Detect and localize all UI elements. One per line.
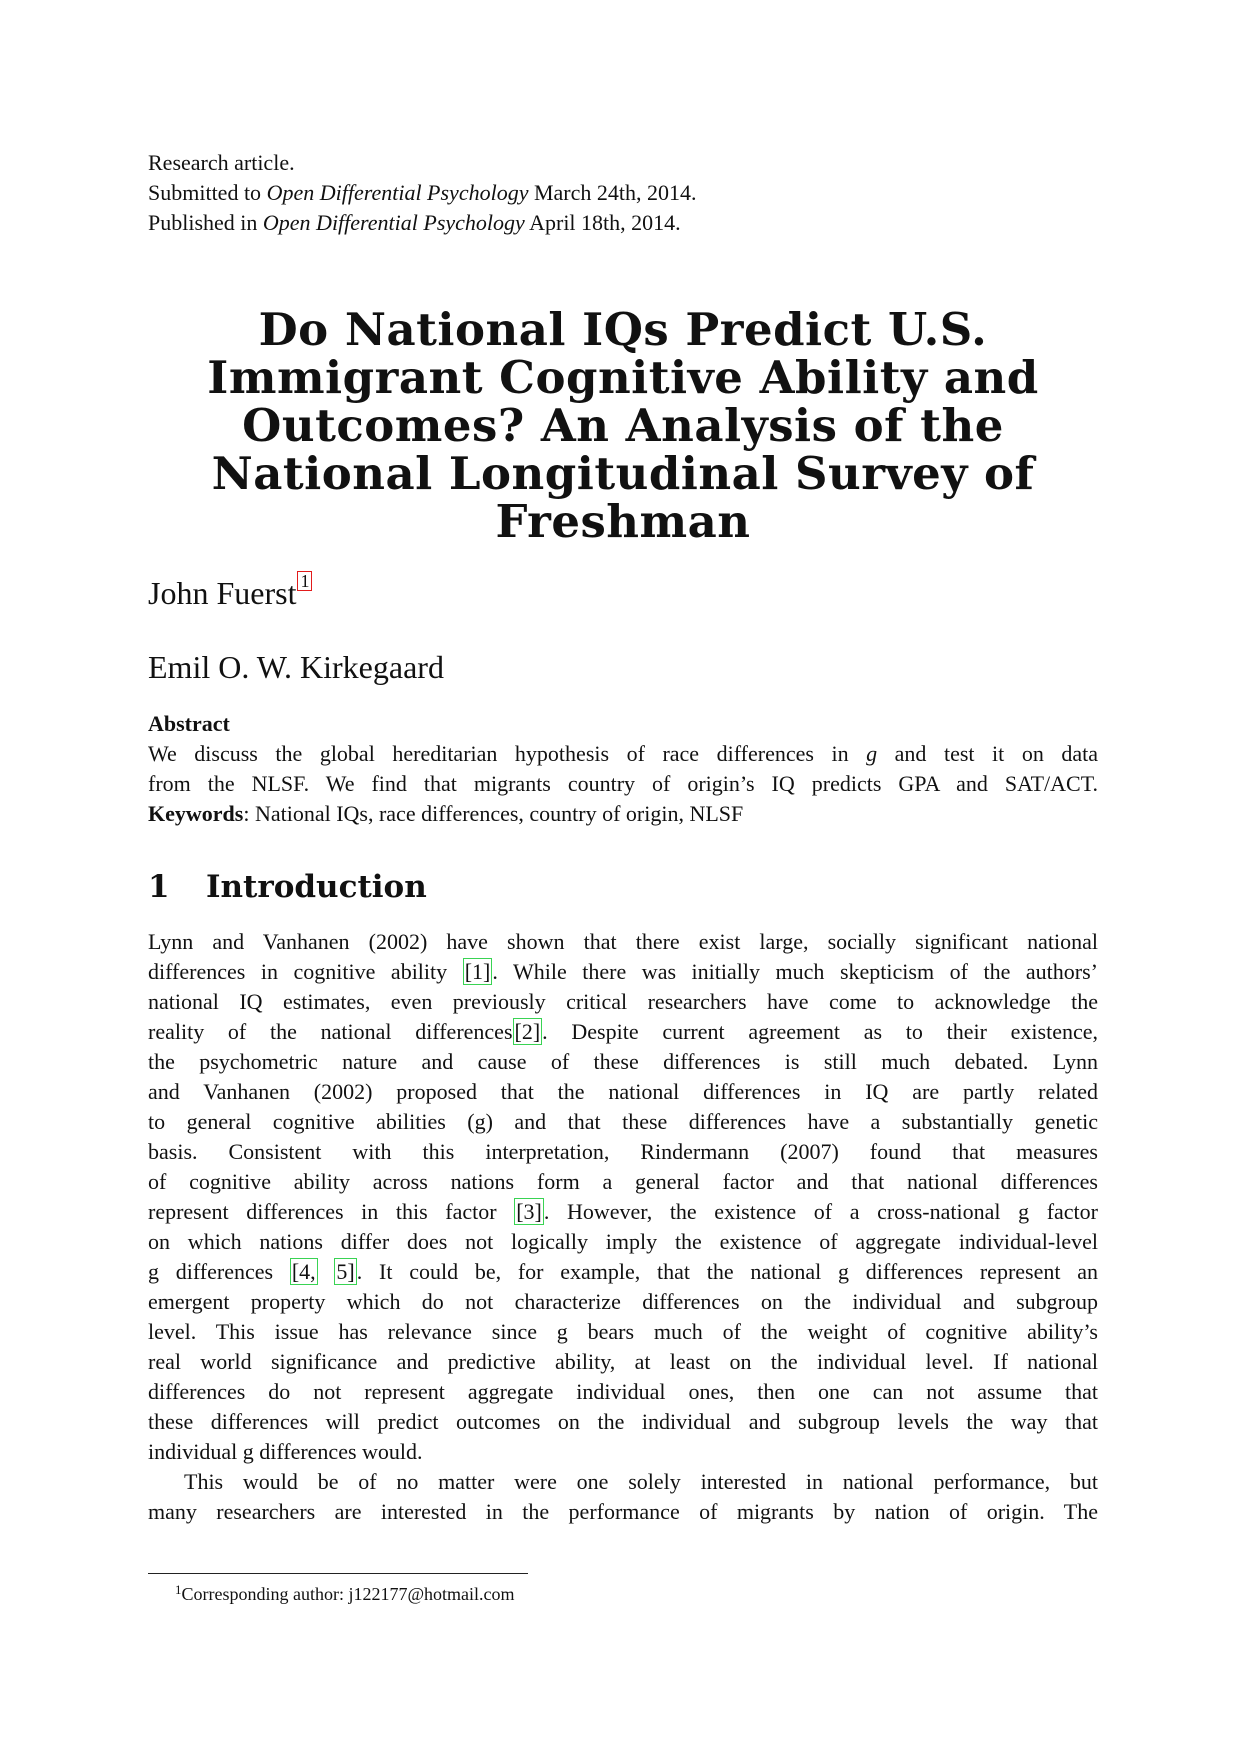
paper-title [148, 303, 1098, 548]
title-line: Immigrant Cognitive Ability and [207, 351, 1039, 404]
title-line: Outcomes? An Analysis of the [242, 399, 1004, 452]
publication-header [148, 148, 1098, 238]
section-title: Introduction [206, 869, 427, 905]
body-paragraph-2: This would be of no matter were one solely interested in national performance, but many researchers are interested in the performance of migrants by nation of origin. The [148, 1469, 1098, 1524]
keywords-label: Keywords [148, 801, 244, 826]
journal-name: Open Differential Psychology [266, 180, 529, 205]
journal-name: Open Differential Psychology [262, 210, 525, 235]
footnote [175, 1578, 515, 1606]
footnote-ref-link[interactable]: 1 [297, 571, 312, 591]
published-line: Published in Open Differential Psychology April 18th, 2014. [148, 210, 681, 235]
keywords: Keywords: National IQs, race differences, country of origin, NLSF [148, 801, 744, 826]
title-line: Do National IQs Predict U.S. [258, 303, 988, 356]
section-heading [148, 867, 1098, 907]
abstract-heading: Abstract [148, 711, 230, 736]
citation-link[interactable]: [1] [464, 959, 491, 984]
footnote-text: Corresponding author: j122177@hotmail.com [181, 1584, 515, 1604]
title-line: Freshman [495, 495, 751, 548]
submitted-line: Submitted to Open Differential Psychology March 24th, 2014. [148, 180, 697, 205]
footnote-mark: 1 [175, 1582, 182, 1597]
author-first [148, 573, 1098, 613]
section-number: 1 [148, 869, 170, 905]
abstract-text: We discuss the global hereditarian hypothesis of race differences in g and test it on data from the NLSF. We find that migrants country of origin’s IQ predicts GPA and SAT/ACT. Keywords: National IQs, race differences, country of origin, NLSF [148, 739, 1098, 829]
author-second: Emil O. W. Kirkegaard [148, 649, 444, 685]
citation-link[interactable]: 5] [336, 1259, 355, 1284]
citation-link[interactable]: [4, [291, 1259, 316, 1284]
citation-link[interactable]: [3] [516, 1199, 542, 1224]
body-paragraph-1: Lynn and Vanhanen (2002) have shown that there exist large, socially significant national differences in cognitive ability [1]. While there was initially much skepticism of the authors’ national IQ estimates, even previously critical researchers have come to acknowledge the reality of the national differences[2]. Despite current agreement as to their existence, the psychometric nature and cause of these differences is still much debated. Lynn and Vanhanen (2002) proposed that the national differences in IQ are partly related to general cognitive abilities (g) and that these differences have a substantially genetic basis. Consistent with this interpretation, Rindermann (2007) found that measures of cognitive ability across nations form a general factor and that national differences represent differences in this factor [3]. However, the existence of a cross-national g factor on which nations differ does not logically imply the existence of aggregate individual-level g differences [4, 5]. It could be, for example, that the national g differences represent an emergent property which do not characterize differences on the individual and subgroup level. This issue has relevance since g bears much of the weight of cognitive ability’s real world significance and predictive ability, at least on the individual level. If national differences do not represent aggregate individual ones, then one can not assume that these differences will predict outcomes on the individual and subgroup levels the way that individual g differences would. [148, 929, 1098, 1464]
citation-link[interactable]: [2] [514, 1019, 541, 1044]
footnote-divider [148, 1573, 528, 1574]
author-name: John Fuerst [148, 575, 297, 611]
title-line: National Longitudinal Survey of [211, 447, 1035, 500]
paper-page [148, 148, 1098, 1527]
article-type: Research article. [148, 150, 295, 175]
